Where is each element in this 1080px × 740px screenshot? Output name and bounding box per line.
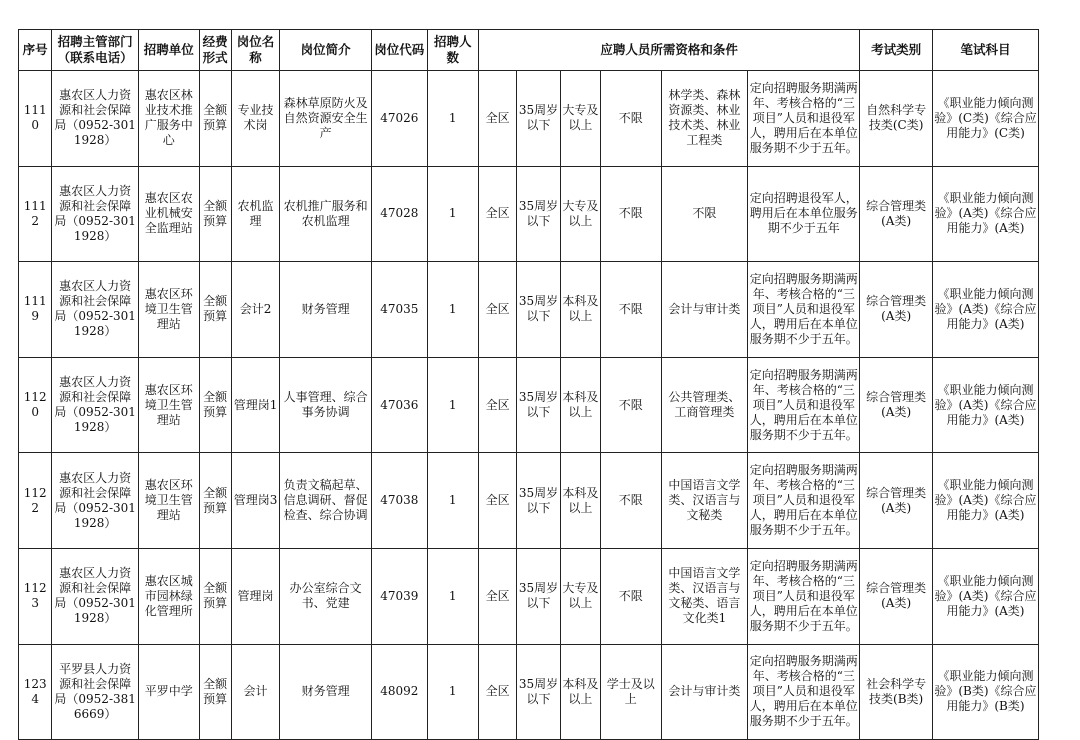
major-cell: 会计与审计类	[661, 644, 748, 740]
region-cell: 全区	[478, 166, 516, 262]
table-row	[19, 71, 1039, 167]
post-cell: 专业技术岗	[231, 71, 279, 167]
header-funding: 经费形式	[199, 30, 231, 71]
subjects-cell: 《职业能力倾向测验》(A类)《综合应用能力》(A类)	[932, 166, 1038, 262]
subjects-cell: 《职业能力倾向测验》(A类)《综合应用能力》(A类)	[932, 548, 1038, 644]
count-cell: 1	[427, 71, 478, 167]
exam-type-cell: 综合管理类(A类)	[860, 548, 933, 644]
other-conditions-cell: 定向招聘服务期满两年、考核合格的“三项目”人员和退役军人，聘用后在本单位服务期不少于五年。	[748, 548, 860, 644]
funding-cell: 全额预算	[199, 453, 231, 549]
education-cell: 本科及以上	[560, 262, 600, 358]
code-cell: 47038	[372, 453, 427, 549]
degree-cell: 不限	[601, 71, 662, 167]
code-cell: 48092	[372, 644, 427, 740]
unit-cell: 惠农区环境卫生管理站	[139, 453, 200, 549]
funding-cell: 全额预算	[199, 357, 231, 453]
header-code: 岗位代码	[372, 30, 427, 71]
count-cell: 1	[427, 644, 478, 740]
header-conditions: 应聘人员所需资格和条件	[478, 30, 859, 71]
region-cell: 全区	[478, 262, 516, 358]
post-cell: 管理岗	[231, 548, 279, 644]
other-conditions-cell: 定向招聘服务期满两年、考核合格的“三项目”人员和退役军人，聘用后在本单位服务期不少于五年。	[748, 357, 860, 453]
dept-cell: 惠农区人力资源和社会保障局（0952-3011928）	[52, 262, 139, 358]
intro-cell: 办公室综合文书、党建	[280, 548, 372, 644]
education-cell: 本科及以上	[560, 453, 600, 549]
intro-cell: 负责文稿起草、信息调研、督促检查、综合协调	[280, 453, 372, 549]
age-cell: 35周岁以下	[517, 262, 560, 358]
funding-cell: 全额预算	[199, 548, 231, 644]
age-cell: 35周岁以下	[517, 71, 560, 167]
region-cell: 全区	[478, 71, 516, 167]
post-cell: 会计	[231, 644, 279, 740]
intro-cell: 森林草原防火及自然资源安全生产	[280, 71, 372, 167]
code-cell: 47026	[372, 71, 427, 167]
other-conditions-cell: 定向招聘服务期满两年、考核合格的“三项目”人员和退役军人，聘用后在本单位服务期不少于五年。	[748, 644, 860, 740]
other-conditions-cell: 定向招聘服务期满两年、考核合格的“三项目”人员和退役军人，聘用后在本单位服务期不少于五年。	[748, 453, 860, 549]
major-cell: 不限	[661, 166, 748, 262]
table-row	[19, 453, 1039, 549]
funding-cell: 全额预算	[199, 71, 231, 167]
dept-cell: 平罗县人力资源和社会保障局（0952-3816669）	[52, 644, 139, 740]
count-cell: 1	[427, 262, 478, 358]
recruitment-table	[18, 29, 1039, 740]
education-cell: 大专及以上	[560, 166, 600, 262]
region-cell: 全区	[478, 548, 516, 644]
header-dept: 招聘主管部门（联系电话）	[52, 30, 139, 71]
subjects-cell: 《职业能力倾向测验》(A类)《综合应用能力》(A类)	[932, 262, 1038, 358]
major-cell: 林学类、森林资源类、林业技术类、林业工程类	[661, 71, 748, 167]
intro-cell: 农机推广服务和农机监理	[280, 166, 372, 262]
age-cell: 35周岁以下	[517, 166, 560, 262]
header-post: 岗位名称	[231, 30, 279, 71]
header-count: 招聘人数	[427, 30, 478, 71]
seq-cell: 1119	[19, 262, 52, 358]
education-cell: 本科及以上	[560, 644, 600, 740]
education-cell: 本科及以上	[560, 357, 600, 453]
subjects-cell: 《职业能力倾向测验》(A类)《综合应用能力》(A类)	[932, 453, 1038, 549]
exam-type-cell: 综合管理类(A类)	[860, 357, 933, 453]
post-cell: 管理岗1	[231, 357, 279, 453]
region-cell: 全区	[478, 644, 516, 740]
code-cell: 47039	[372, 548, 427, 644]
other-conditions-cell: 定向招聘退役军人，聘用后在本单位服务期不少于五年	[748, 166, 860, 262]
region-cell: 全区	[478, 357, 516, 453]
dept-cell: 惠农区人力资源和社会保障局（0952-3011928）	[52, 453, 139, 549]
major-cell: 公共管理类、工商管理类	[661, 357, 748, 453]
funding-cell: 全额预算	[199, 166, 231, 262]
count-cell: 1	[427, 453, 478, 549]
degree-cell: 学士及以上	[601, 644, 662, 740]
subjects-cell: 《职业能力倾向测验》(C类)《综合应用能力》(C类)	[932, 71, 1038, 167]
age-cell: 35周岁以下	[517, 644, 560, 740]
table-row	[19, 262, 1039, 358]
unit-cell: 平罗中学	[139, 644, 200, 740]
funding-cell: 全额预算	[199, 644, 231, 740]
header-exam-type: 考试类别	[860, 30, 933, 71]
table-row	[19, 548, 1039, 644]
major-cell: 中国语言文学类、汉语言与文秘类	[661, 453, 748, 549]
code-cell: 47036	[372, 357, 427, 453]
table-row	[19, 166, 1039, 262]
unit-cell: 惠农区农业机械安全监理站	[139, 166, 200, 262]
count-cell: 1	[427, 166, 478, 262]
age-cell: 35周岁以下	[517, 357, 560, 453]
funding-cell: 全额预算	[199, 262, 231, 358]
intro-cell: 人事管理、综合事务协调	[280, 357, 372, 453]
other-conditions-cell: 定向招聘服务期满两年、考核合格的“三项目”人员和退役军人，聘用后在本单位服务期不少于五年。	[748, 71, 860, 167]
post-cell: 管理岗3	[231, 453, 279, 549]
seq-cell: 1234	[19, 644, 52, 740]
intro-cell: 财务管理	[280, 262, 372, 358]
code-cell: 47035	[372, 262, 427, 358]
unit-cell: 惠农区林业技术推广服务中心	[139, 71, 200, 167]
subjects-cell: 《职业能力倾向测验》(A类)《综合应用能力》(A类)	[932, 357, 1038, 453]
degree-cell: 不限	[601, 166, 662, 262]
post-cell: 农机监理	[231, 166, 279, 262]
unit-cell: 惠农区环境卫生管理站	[139, 262, 200, 358]
dept-cell: 惠农区人力资源和社会保障局（0952-3011928）	[52, 357, 139, 453]
subjects-cell: 《职业能力倾向测验》(B类)《综合应用能力》(B类)	[932, 644, 1038, 740]
unit-cell: 惠农区环境卫生管理站	[139, 357, 200, 453]
age-cell: 35周岁以下	[517, 453, 560, 549]
degree-cell: 不限	[601, 453, 662, 549]
major-cell: 会计与审计类	[661, 262, 748, 358]
seq-cell: 1110	[19, 71, 52, 167]
exam-type-cell: 综合管理类(A类)	[860, 166, 933, 262]
exam-type-cell: 自然科学专技类(C类)	[860, 71, 933, 167]
other-conditions-cell: 定向招聘服务期满两年、考核合格的“三项目”人员和退役军人，聘用后在本单位服务期不少于五年。	[748, 262, 860, 358]
header-subjects: 笔试科目	[932, 30, 1038, 71]
seq-cell: 1120	[19, 357, 52, 453]
exam-type-cell: 综合管理类(A类)	[860, 453, 933, 549]
header-row	[19, 30, 1039, 71]
table-row	[19, 357, 1039, 453]
region-cell: 全区	[478, 453, 516, 549]
seq-cell: 1112	[19, 166, 52, 262]
header-seq: 序号	[19, 30, 52, 71]
table-row	[19, 644, 1039, 740]
exam-type-cell: 综合管理类(A类)	[860, 262, 933, 358]
intro-cell: 财务管理	[280, 644, 372, 740]
dept-cell: 惠农区人力资源和社会保障局（0952-3011928）	[52, 71, 139, 167]
degree-cell: 不限	[601, 262, 662, 358]
exam-type-cell: 社会科学专技类(B类)	[860, 644, 933, 740]
dept-cell: 惠农区人力资源和社会保障局（0952-3011928）	[52, 166, 139, 262]
age-cell: 35周岁以下	[517, 548, 560, 644]
major-cell: 中国语言文学类、汉语言与文秘类、语言文化类1	[661, 548, 748, 644]
dept-cell: 惠农区人力资源和社会保障局（0952-3011928）	[52, 548, 139, 644]
education-cell: 大专及以上	[560, 71, 600, 167]
degree-cell: 不限	[601, 548, 662, 644]
seq-cell: 1123	[19, 548, 52, 644]
count-cell: 1	[427, 548, 478, 644]
code-cell: 47028	[372, 166, 427, 262]
seq-cell: 1122	[19, 453, 52, 549]
header-unit: 招聘单位	[139, 30, 200, 71]
count-cell: 1	[427, 357, 478, 453]
post-cell: 会计2	[231, 262, 279, 358]
degree-cell: 不限	[601, 357, 662, 453]
unit-cell: 惠农区城市园林绿化管理所	[139, 548, 200, 644]
education-cell: 大专及以上	[560, 548, 600, 644]
header-intro: 岗位简介	[280, 30, 372, 71]
